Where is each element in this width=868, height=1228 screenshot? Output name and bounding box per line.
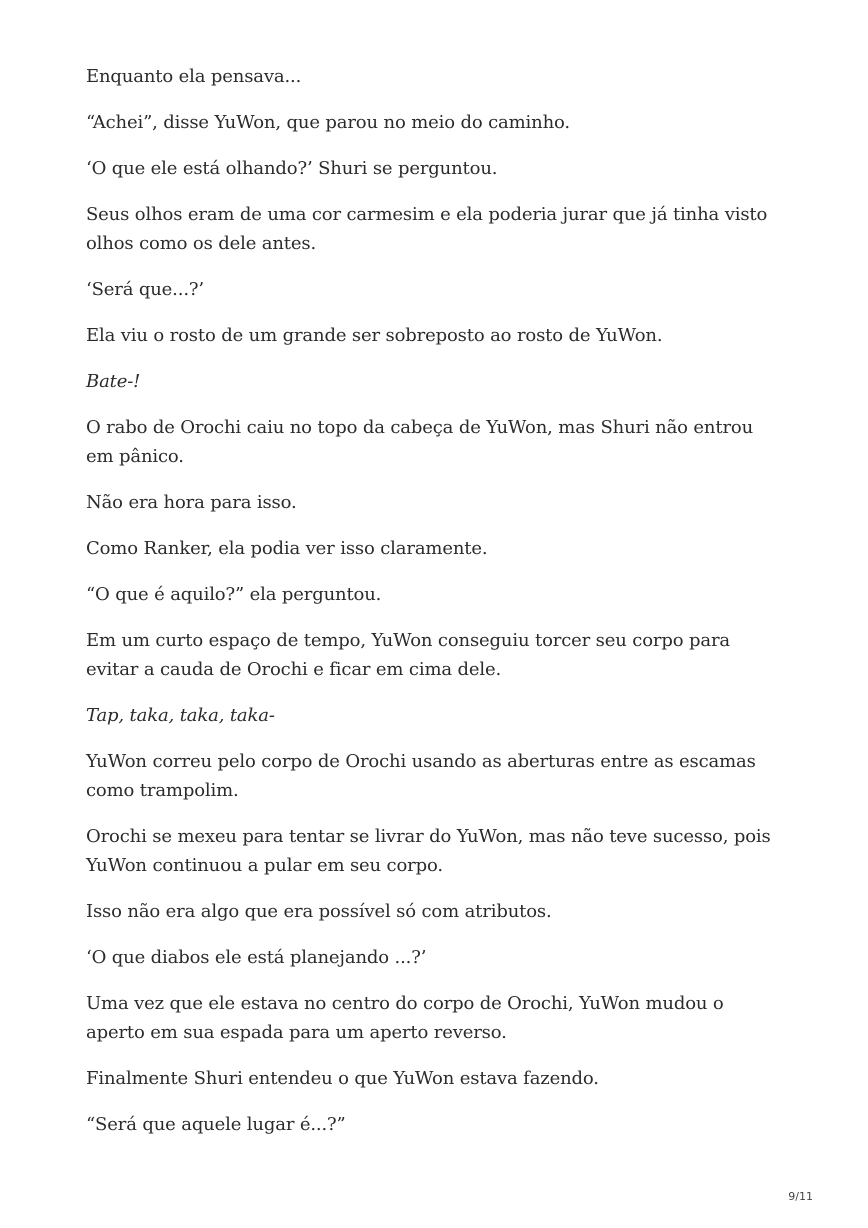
paragraph: Finalmente Shuri entendeu o que YuWon estava fazendo. bbox=[86, 1068, 599, 1089]
paragraph: ‘Será que...?’ bbox=[86, 279, 204, 300]
paragraph: ‘O que ele está olhando?’ Shuri se perguntou. bbox=[86, 158, 498, 179]
paragraph: Uma vez que ele estava no centro do corpo de Orochi, YuWon mudou o aperto em sua espada para um aperto reverso. bbox=[86, 993, 724, 1043]
paragraph: Orochi se mexeu para tentar se livrar do YuWon, mas não teve sucesso, pois YuWon continuou a pular em seu corpo. bbox=[86, 826, 771, 876]
paragraph: Tap, taka, taka, taka- bbox=[86, 705, 275, 726]
paragraph: “Achei”, disse YuWon, que parou no meio do caminho. bbox=[86, 112, 570, 133]
paragraph: Enquanto ela pensava... bbox=[86, 66, 302, 87]
paragraph: Como Ranker, ela podia ver isso claramente. bbox=[86, 538, 488, 559]
document-body bbox=[86, 62, 786, 1139]
paragraph: Em um curto espaço de tempo, YuWon conseguiu torcer seu corpo para evitar a cauda de Orochi e ficar em cima dele. bbox=[86, 630, 730, 680]
paragraph: “Será que aquele lugar é...?” bbox=[86, 1114, 346, 1135]
paragraph: Seus olhos eram de uma cor carmesim e ela poderia jurar que já tinha visto olhos como os dele antes. bbox=[86, 204, 768, 254]
paragraph: “O que é aquilo?” ela perguntou. bbox=[86, 584, 382, 605]
page-number: 9/11 bbox=[788, 1190, 813, 1203]
paragraph: ‘O que diabos ele está planejando ...?’ bbox=[86, 947, 427, 968]
paragraph: Isso não era algo que era possível só com atributos. bbox=[86, 901, 552, 922]
paragraph: Bate-! bbox=[86, 371, 141, 392]
paragraph: Não era hora para isso. bbox=[86, 492, 297, 513]
paragraph: O rabo de Orochi caiu no topo da cabeça de YuWon, mas Shuri não entrou em pânico. bbox=[86, 417, 754, 467]
paragraph: YuWon correu pelo corpo de Orochi usando as aberturas entre as escamas como trampolim. bbox=[86, 751, 756, 801]
paragraph: Ela viu o rosto de um grande ser sobreposto ao rosto de YuWon. bbox=[86, 325, 663, 346]
